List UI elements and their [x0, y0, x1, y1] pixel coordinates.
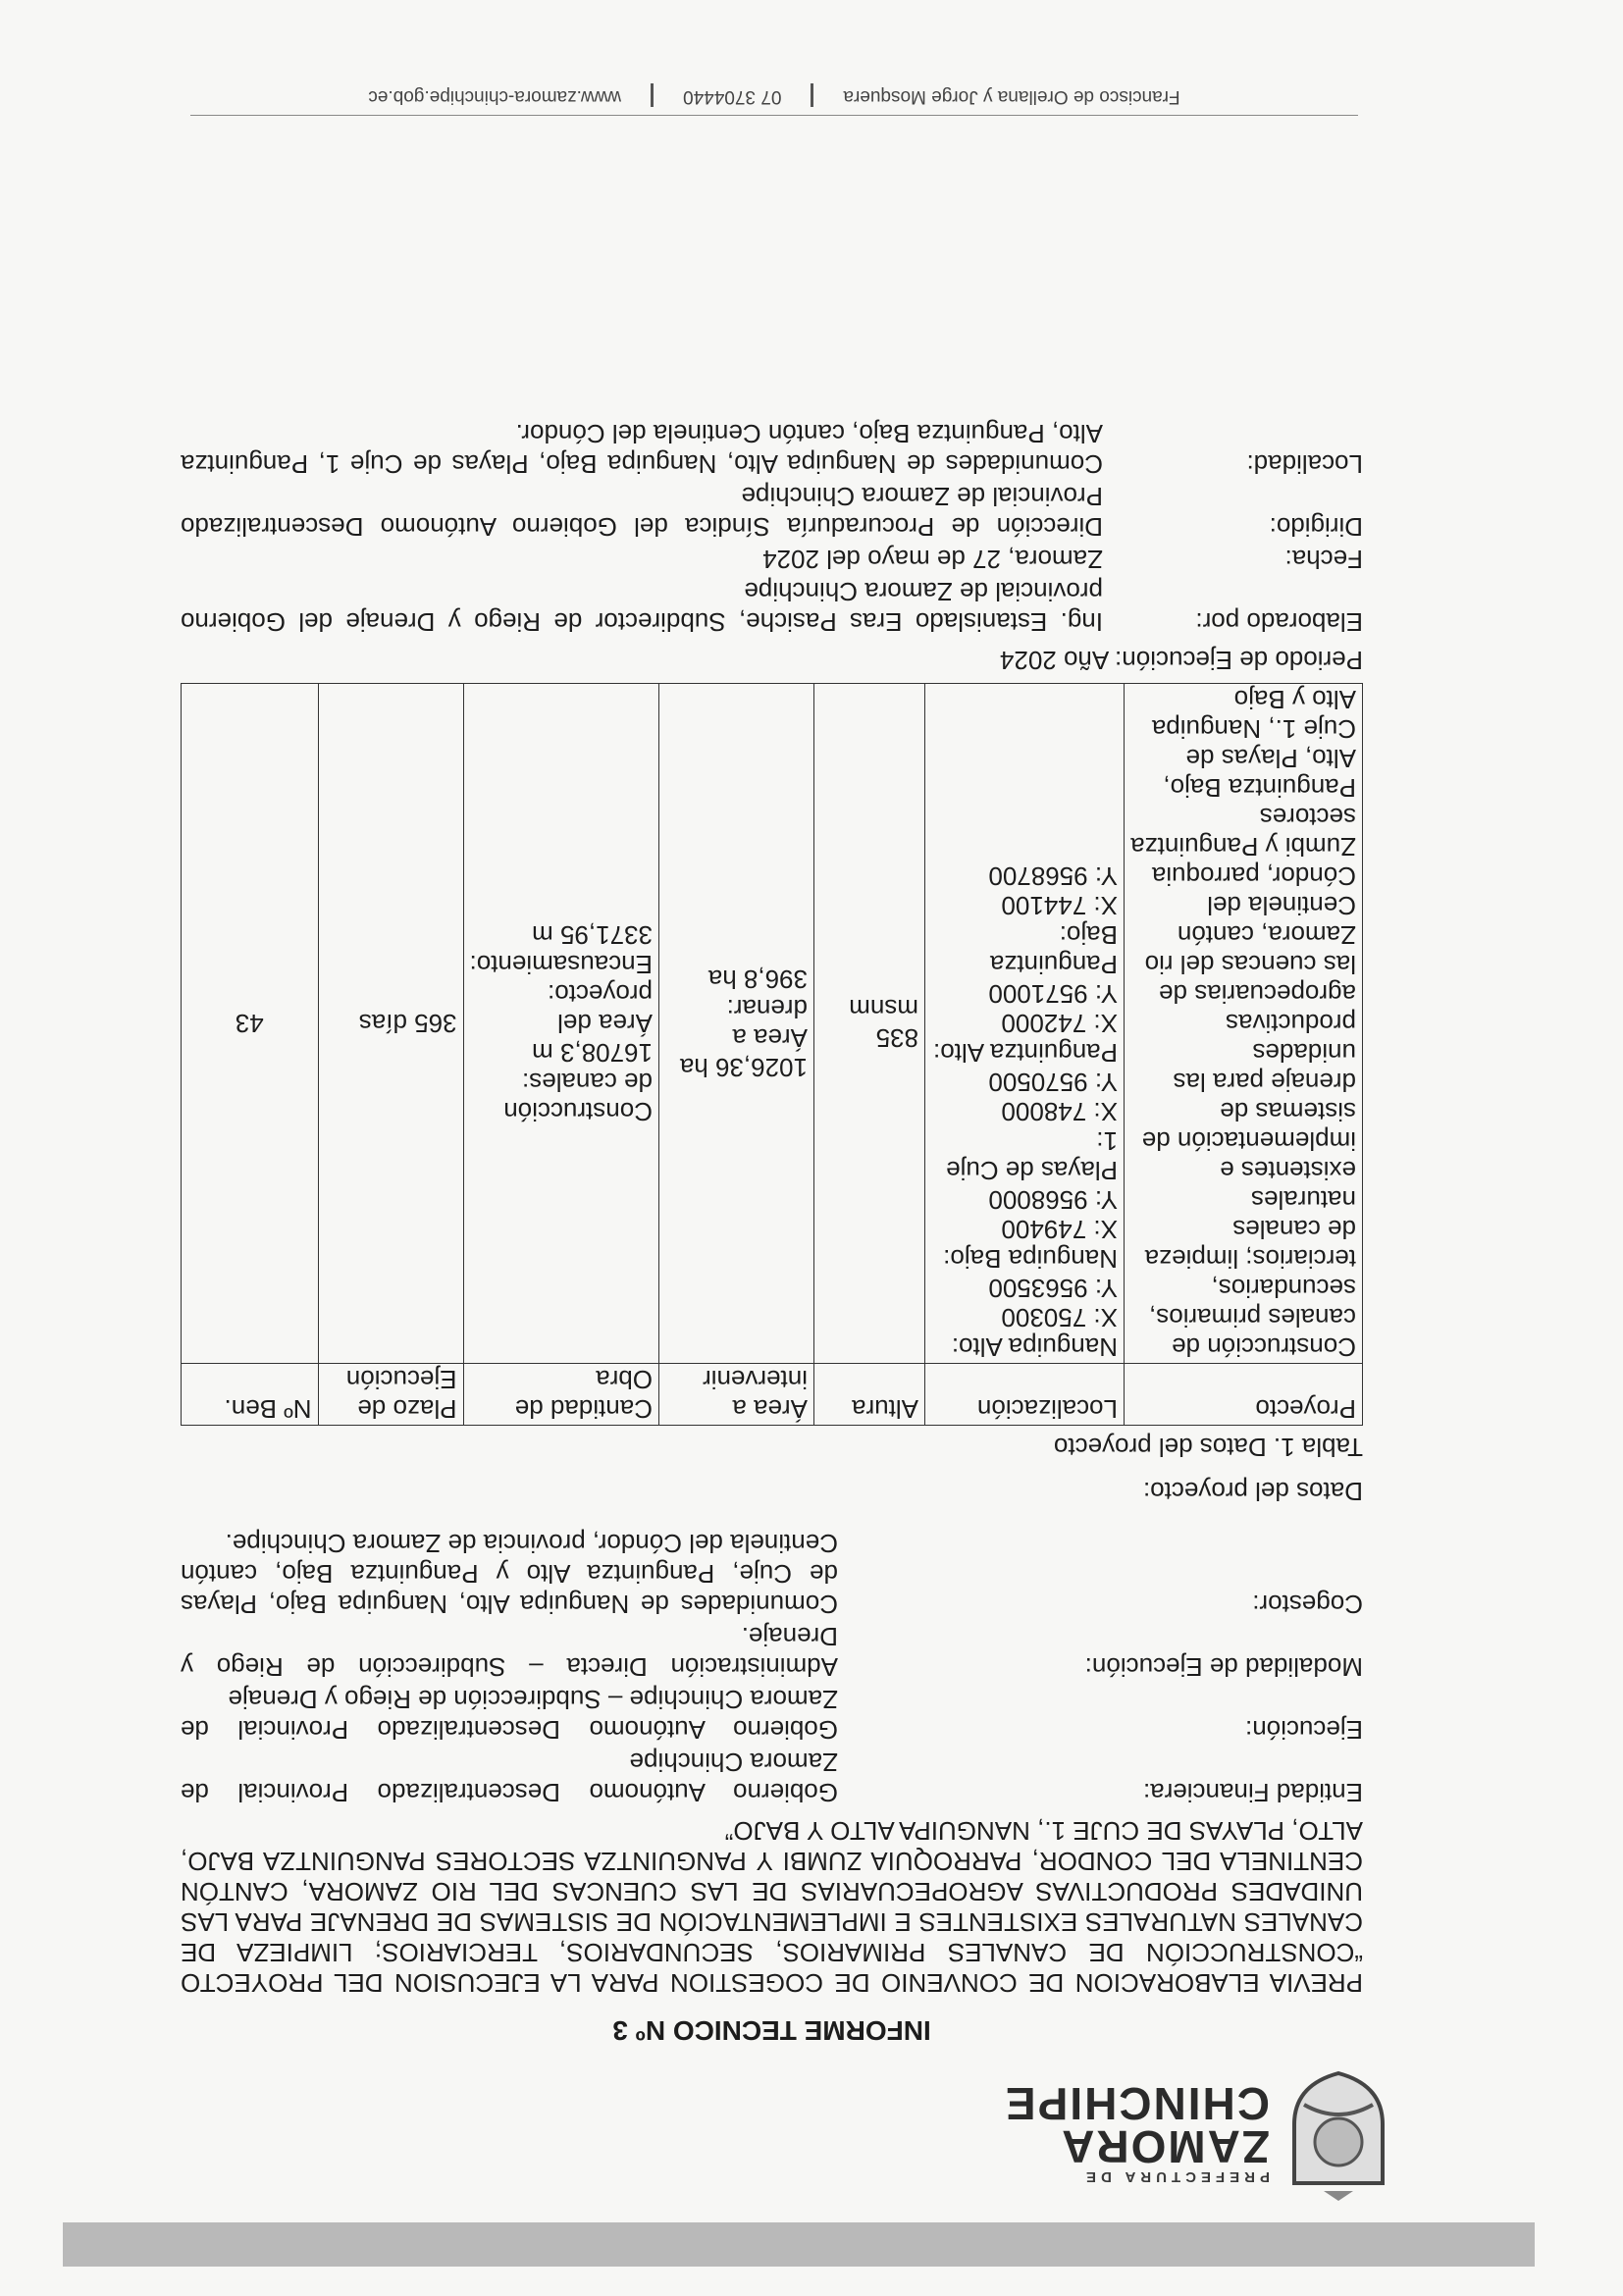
loc-line: X: 749400 [1001, 1215, 1118, 1244]
col-plazo: Plazo de Ejecución [318, 1364, 463, 1426]
field-value: Zamora, 27 de mayo del 2024 [762, 545, 1103, 574]
periodo-ejecucion: Periodo de Ejecución: Año 2024 [999, 646, 1363, 675]
footer-address: Francisco de Orellana y Jorge Mosquera [843, 86, 1180, 107]
field-label: Ejecución: [1245, 1715, 1363, 1745]
field-localidad [181, 418, 1363, 479]
field-value: Ing. Estanislado Eras Pasiche, Subdirector de Riego y Drenaje del Gobierno provincial de Zamora Chinchipe [181, 577, 1103, 637]
field-label: Elaborado por: [1195, 607, 1363, 637]
field-label: Dirigido: [1269, 512, 1363, 542]
loc-line: X: 750300 [1001, 1303, 1118, 1332]
field-entidad [181, 1747, 1363, 1807]
col-altura: Altura [814, 1364, 925, 1426]
logo-line-1: ZAMORA [1060, 2121, 1270, 2172]
footer-phone: 07 3704440 [683, 86, 782, 107]
area-line: Área a drenar: [726, 994, 808, 1053]
loc-line: X: 748000 [1001, 1097, 1118, 1126]
field-elaborado [181, 576, 1363, 637]
cell-altura: 835 msnm [814, 684, 925, 1364]
table-header-row [182, 1364, 1363, 1426]
cell-plazo: 365 días [318, 684, 463, 1364]
field-label: Modalidad de Ejecución: [1084, 1652, 1363, 1682]
loc-line: Panguintza Bajo: [989, 920, 1118, 979]
field-value: Comunidades de Nanguipa Alto, Nanguipa Bajo, Playas de Cuje, Panguintza Alto y Panguintza Bajo, cantón Centinela del Cóndor, provincia de Zamora Chinchipe. [181, 1529, 838, 1619]
field-cogestor [181, 1528, 1363, 1619]
area-line: 1026,36 ha [679, 1053, 808, 1082]
field-value: Comunidades de Nanguipa Alto, Nanguipa Bajo, Playas de Cuje 1, Panguintza Alto, Panguintza Bajo, cantón Centinela del Cóndor. [181, 419, 1103, 479]
col-beneficiarios: Nº Ben. [182, 1364, 319, 1426]
field-value: Gobierno Autónomo Descentralizado Provincial de Zamora Chinchipe – Subdirección de Riego y Drenaje [181, 1685, 838, 1745]
loc-line: Y: 9563500 [988, 1274, 1118, 1303]
loc-line: Y: 9568000 [988, 1185, 1118, 1215]
loc-line: Playas de Cuje 1: [946, 1126, 1118, 1185]
loc-line: Y: 9570500 [988, 1068, 1118, 1097]
page-footer [190, 83, 1358, 116]
table-caption: Tabla 1. Datos del proyecto [1053, 1433, 1363, 1462]
field-modalidad [181, 1621, 1363, 1682]
loc-line: X: 744100 [1001, 891, 1118, 920]
field-dirigido [181, 481, 1363, 542]
field-ejecucion [181, 1684, 1363, 1745]
loc-line: Panguintza Alto: [933, 1038, 1118, 1068]
cell-area [659, 684, 814, 1364]
cantidad-line: Área del proyecto: [548, 979, 653, 1038]
cantidad-line: Encausamiento: 3371,95 m [469, 920, 653, 979]
logo-prefix: PREFECTURA DE [1081, 2168, 1270, 2185]
loc-line: Y: 9571000 [988, 979, 1118, 1009]
field-value: Dirección de Procuraduría Síndica del Gobierno Autónomo Descentralizado Provincial de Zamora Chinchipe [181, 482, 1103, 542]
loc-line: Nanguipa Alto: [951, 1332, 1118, 1362]
field-label: Entidad Financiera: [1142, 1778, 1363, 1807]
project-table [181, 683, 1363, 1426]
header-bar [63, 2222, 1535, 2267]
document-title: INFORME TECNICO Nº 3 [612, 2015, 931, 2046]
crest-icon [1284, 2070, 1392, 2203]
footer-separator [811, 83, 813, 107]
cell-localizacion [925, 684, 1125, 1364]
loc-line: X: 742000 [1001, 1009, 1118, 1038]
field-value: Administración Directa – Subdirección de Riego y Drenaje. [181, 1622, 838, 1682]
loc-line: Nanguipa Bajo: [943, 1244, 1118, 1274]
field-fecha [181, 544, 1363, 574]
table-row [182, 684, 1363, 1364]
footer-separator [651, 83, 654, 107]
logo-line-2: CHINCHIPE [1003, 2078, 1270, 2129]
footer-website: www.zamora-chinchipe.gob.ec [368, 86, 622, 107]
field-label: Localidad: [1246, 449, 1363, 479]
col-localizacion: Localización [925, 1364, 1125, 1426]
prefectura-logo [980, 2065, 1392, 2203]
cell-cantidad [463, 684, 658, 1364]
cell-proyecto: Construcción de canales primarios, secundarios, terciarios; limpieza de canales naturales existentes e implementación de sistemas de drenaje para las unidades productivas agropecuarias de las cuencas del rio Zamora, cantón Centinela del Cóndor, parroquia Zumbi y Panguintza sectores Panguintza Bajo, Alto, Playas de Cuje 1., Nanguipa Alto y Bajo [1125, 684, 1363, 1364]
field-label: Fecha: [1284, 545, 1363, 574]
field-value: Gobierno Autónomo Descentralizado Provincial de Zamora Chinchipe [181, 1748, 838, 1807]
col-area: Área a intervenir [659, 1364, 814, 1426]
document-body [181, 416, 1363, 2046]
loc-line: Y: 9568700 [988, 861, 1118, 891]
area-line: 396,8 ha [707, 965, 808, 994]
col-proyecto: Proyecto [1125, 1364, 1363, 1426]
section-heading: Datos del proyecto: [1142, 1477, 1363, 1506]
col-cantidad: Cantidad de Obra [463, 1364, 658, 1426]
cantidad-line: Construcción de canales: 16708,3 m [503, 1038, 653, 1126]
cell-beneficiarios: 43 [182, 684, 319, 1364]
field-label: Cogestor: [1252, 1590, 1363, 1619]
document-subject: PREVIA ELABORACION DE CONVENIO DE COGESTION PARA LA EJECUSION DEL PROYECTO “CONSTRUCCIÓN DE CANALES PRIMARIOS, SECUNDARIOS, TERCIARIOS; LIMPIEZA DE CANALES NATURALES EXISTENTES E IMPLEMENTACIÓN DE SISTEMAS DE DRENAJE PARA LAS UNIDADES PRODUCTIVAS AGROPECUARIAS DE LAS CUENCAS DEL RIO ZAMORA, CANTÓN CENTINELA DEL CONDOR, PARROQUIA ZUMBI Y PANGUINTZA SECTORES PANGUINTZA BAJO, ALTO, PLAYAS DE CUJE 1., NANGUIPA ALTO Y BAJO” [181, 1816, 1363, 1998]
